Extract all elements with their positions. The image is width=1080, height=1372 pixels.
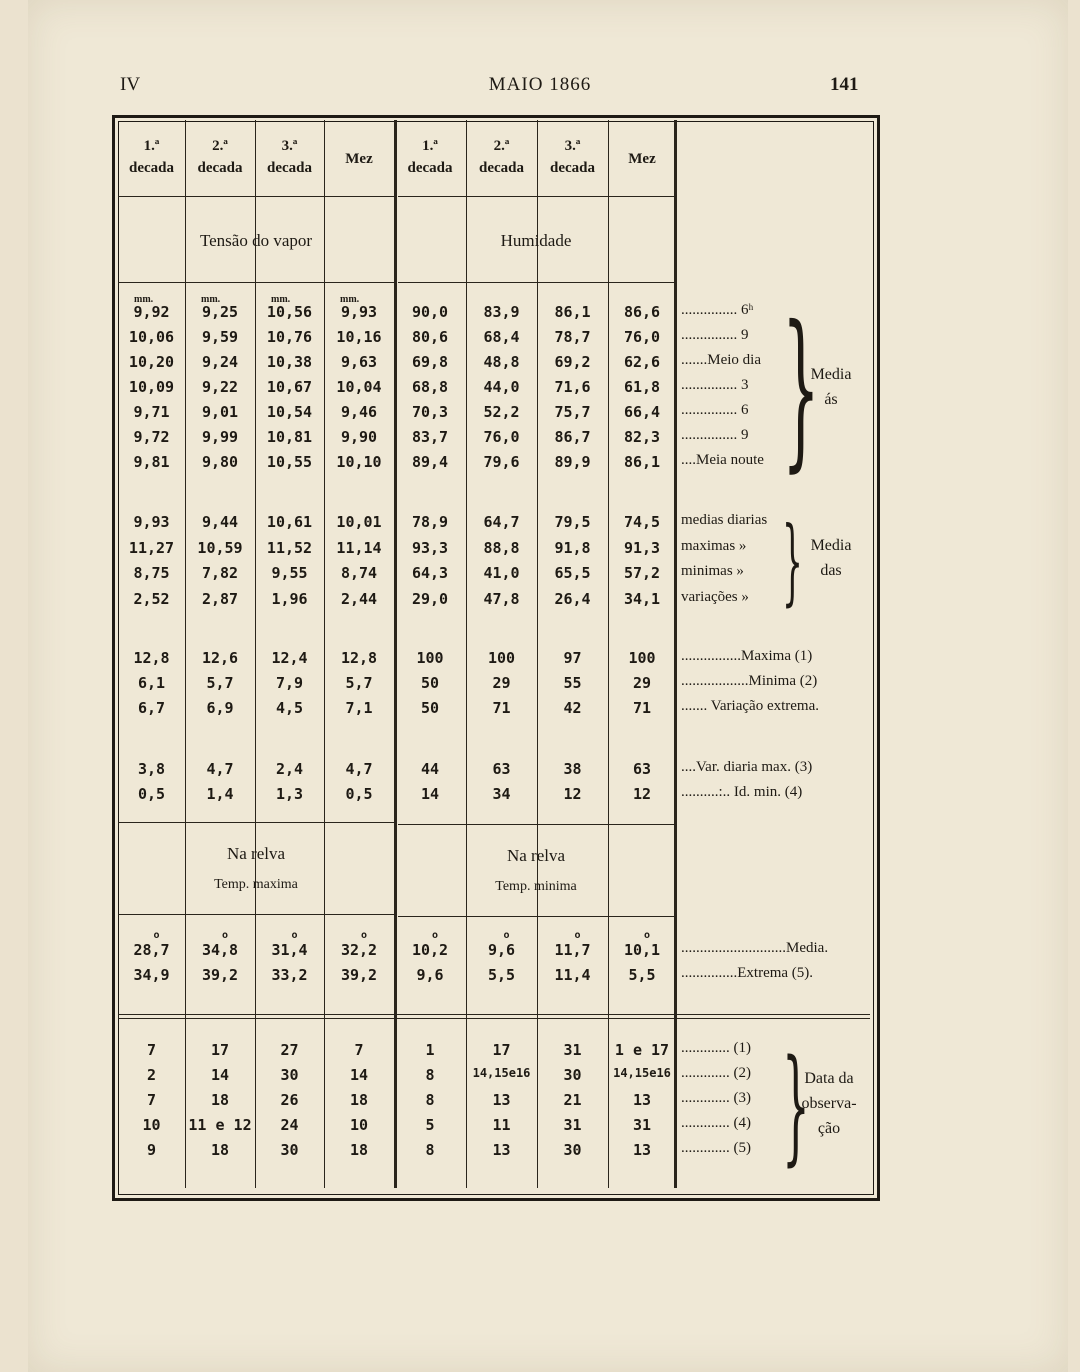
- table-cell: 79,6: [483, 453, 520, 471]
- table-cell: 17: [492, 1041, 511, 1059]
- column-header-line: 3.ª: [564, 138, 581, 154]
- table-cell: 29,0: [411, 589, 449, 608]
- table-cell: 8: [425, 1091, 435, 1109]
- table-cell: 1,96: [271, 589, 308, 608]
- degree-mark: o: [361, 930, 368, 941]
- row-divider-double: [118, 1014, 870, 1019]
- table-cell: 9,24: [201, 353, 239, 371]
- degree-mark: o: [222, 930, 229, 941]
- table-cell: 3,8: [137, 760, 166, 778]
- degree-mark: o: [503, 930, 510, 941]
- table-cell: 12: [563, 785, 582, 803]
- table-cell: 10,1: [623, 941, 661, 959]
- table-cell: 9,25: [201, 303, 239, 321]
- table-cell: 55: [563, 674, 582, 692]
- table-cell: 44,0: [483, 378, 520, 396]
- table-cell: 27: [280, 1041, 299, 1059]
- table-cell: 26: [280, 1091, 299, 1109]
- row-divider: [398, 824, 674, 825]
- side-label-line: ás: [824, 391, 838, 408]
- table-cell: 44: [420, 760, 440, 778]
- table-cell: 10,38: [266, 353, 313, 371]
- table-cell: 10,01: [336, 513, 382, 531]
- row-label: ............. (1): [681, 1040, 751, 1056]
- table-cell: 9: [146, 1141, 157, 1159]
- table-cell: 89,4: [411, 453, 449, 471]
- table-cell: 10,81: [266, 428, 313, 446]
- table-cell: 7: [146, 1041, 157, 1059]
- column-header-line: 2.ª: [493, 138, 510, 154]
- table-cell: 68,4: [483, 328, 520, 346]
- side-label-line: observa-: [801, 1095, 857, 1112]
- table-cell: 61,8: [623, 378, 661, 396]
- table-cell: 69,2: [554, 353, 591, 371]
- table-cell: 6,1: [137, 674, 166, 692]
- table-cell: 1,4: [206, 785, 234, 803]
- table-cell: 1,3: [275, 785, 304, 803]
- table-cell: 14: [420, 785, 440, 803]
- table-cell: 31: [563, 1041, 582, 1059]
- row-label: ............... 6ʰ: [681, 302, 754, 318]
- table-cell: 10,61: [266, 513, 313, 531]
- side-label-media-as: [800, 362, 862, 412]
- table-cell: 86,1: [554, 303, 591, 321]
- table-cell: 10,59: [197, 538, 243, 557]
- table-cell: 5,5: [628, 966, 656, 984]
- table-cell: 28,7: [133, 941, 170, 959]
- table-cell: 9,44: [201, 513, 239, 531]
- table-cell: 70,3: [411, 403, 449, 421]
- degree-mark: o: [153, 930, 160, 941]
- table-cell: 2: [146, 1066, 157, 1084]
- unit-label: mm.: [340, 294, 360, 305]
- degree-mark: o: [432, 930, 439, 941]
- table-cell: 14: [210, 1066, 230, 1084]
- section-subtitle-relva-left: Temp. maxima: [214, 877, 298, 892]
- table-cell: 11 e 12: [188, 1116, 252, 1134]
- section-title-vapor: Tensão do vapor: [199, 231, 313, 250]
- side-label-line: Data da: [804, 1070, 854, 1087]
- table-cell: 7: [146, 1091, 157, 1109]
- right-brace: }: [782, 290, 820, 488]
- table-cell: 29: [632, 674, 652, 692]
- table-cell: 79,5: [554, 513, 591, 531]
- table-cell: 91,8: [554, 538, 591, 557]
- row-label: ................Maxima (1): [681, 648, 813, 664]
- column-header-line: decada: [479, 160, 524, 176]
- table-cell: 9,99: [201, 428, 239, 446]
- unit-label: mm.: [134, 294, 154, 305]
- column-header-line: decada: [550, 160, 595, 176]
- column-header: [185, 135, 255, 179]
- table-cell: 13: [492, 1091, 511, 1109]
- table-cell: 76,0: [483, 428, 520, 446]
- row-label: ....Var. diaria max. (3): [681, 759, 813, 775]
- unit-label: mm.: [271, 294, 291, 305]
- table-cell: 0,5: [345, 785, 373, 803]
- side-label-line: ção: [817, 1120, 841, 1137]
- column-header-line: 2.ª: [212, 138, 228, 154]
- table-cell: 4,7: [345, 760, 373, 778]
- table-cell: 74,5: [623, 513, 661, 531]
- table-cell: 71: [492, 699, 511, 717]
- table-cell: 31: [632, 1116, 652, 1134]
- table-cell: 9,01: [201, 403, 239, 421]
- table-cell: 71,6: [554, 378, 591, 396]
- table-cell: 18: [349, 1091, 369, 1109]
- table-cell: 89,9: [554, 453, 591, 471]
- table-cell: 9,80: [201, 453, 239, 471]
- table-cell: 1: [425, 1041, 435, 1059]
- unit-label: mm.: [201, 294, 221, 305]
- table-cell: 7,82: [201, 564, 239, 582]
- column-header-line: 1.ª: [143, 138, 160, 154]
- table-cell: 52,2: [483, 403, 520, 421]
- table-cell: 30: [280, 1141, 299, 1159]
- table-cell: 29: [492, 674, 511, 692]
- row-label: ............................Media.: [681, 940, 829, 956]
- table-cell: 97: [563, 649, 582, 667]
- table-cell: 34,8: [201, 941, 239, 959]
- row-label: variações »: [681, 588, 749, 605]
- table-cell: 21: [563, 1091, 582, 1109]
- table-cell: 10,10: [336, 453, 382, 471]
- table-cell: 5,7: [206, 674, 234, 692]
- table-cell: 24: [280, 1116, 299, 1134]
- column-header-line: decada: [407, 160, 453, 176]
- table-cell: 12,4: [271, 649, 308, 667]
- table-cell: 100: [487, 649, 516, 667]
- section-title-relva-right: Na relva: [506, 846, 566, 865]
- table-cell: 2,44: [340, 589, 378, 608]
- row-label: .......Meio dia: [681, 352, 761, 368]
- table-cell: 11: [492, 1116, 511, 1134]
- table-cell: 10,20: [128, 353, 175, 371]
- table-cell: 5,7: [345, 674, 373, 692]
- row-divider: [398, 282, 674, 283]
- row-divider: [118, 196, 394, 197]
- table-cell: 65,5: [554, 564, 591, 582]
- column-header-line: decada: [267, 160, 312, 176]
- table-cell: 14,15e16: [613, 1066, 671, 1080]
- column-header-line: Mez: [628, 151, 656, 167]
- table-cell: 86,6: [623, 303, 661, 321]
- row-label: ............. (4): [681, 1115, 751, 1131]
- row-label: ....... Variação extrema.: [681, 698, 819, 714]
- table-cell: 93,3: [411, 538, 449, 557]
- column-header-line: decada: [197, 160, 243, 176]
- row-label: medias diarias: [681, 512, 768, 528]
- table-cell: 82,3: [623, 428, 661, 446]
- row-label: ............... 6: [681, 402, 749, 418]
- table-cell: 17: [210, 1041, 230, 1059]
- table-cell: 5: [425, 1116, 435, 1134]
- column-header-line: 1.ª: [422, 138, 438, 154]
- row-label: ............. (2): [681, 1065, 751, 1081]
- table-cell: 9,90: [340, 428, 378, 446]
- table-cell: 4,5: [275, 699, 304, 717]
- column-header: [255, 135, 324, 179]
- table-cell: 4,7: [206, 760, 234, 778]
- table-cell: 91,3: [623, 538, 661, 557]
- table-cell: 31,4: [271, 941, 308, 959]
- side-label-line: Media: [810, 366, 852, 383]
- table-cell: 12: [632, 785, 652, 803]
- table-cell: 18: [210, 1091, 230, 1109]
- page-number: 141: [830, 74, 859, 95]
- table-cell: 100: [416, 649, 444, 667]
- table-cell: 10,76: [266, 328, 313, 346]
- table-cell: 10,56: [266, 303, 313, 321]
- table-cell: 12,8: [133, 649, 170, 667]
- table-cell: 30: [563, 1066, 582, 1084]
- table-cell: 11,7: [554, 941, 591, 959]
- table-cell: 10: [142, 1116, 161, 1134]
- row-divider: [398, 916, 674, 917]
- table-cell: 62,6: [623, 353, 661, 371]
- degree-mark: o: [574, 930, 581, 941]
- table-cell: 47,8: [483, 589, 520, 608]
- table-cell: 64,7: [483, 513, 520, 531]
- table-cell: 10,16: [336, 328, 382, 346]
- row-label: ....Meia noute: [681, 452, 764, 468]
- table-cell: 9,72: [133, 428, 170, 446]
- row-label: ..................Minima (2): [681, 673, 818, 689]
- column-header: [537, 135, 608, 179]
- side-label-data-observacao: [796, 1066, 862, 1141]
- table-cell: 9,92: [133, 303, 170, 321]
- row-label: ............. (3): [681, 1090, 751, 1106]
- table-cell: 42: [563, 699, 582, 717]
- table-cell: 14,15e16: [472, 1066, 531, 1080]
- row-label: ...............Extrema (5).: [681, 965, 814, 981]
- table-cell: 13: [632, 1141, 652, 1159]
- degree-mark: o: [291, 930, 298, 941]
- table-cell: 18: [349, 1141, 369, 1159]
- table-cell: 39,2: [340, 966, 378, 984]
- table-cell: 10,09: [128, 378, 175, 396]
- column-header-line: decada: [129, 160, 174, 176]
- table-cell: 11,4: [554, 966, 591, 984]
- table-cell: 10: [349, 1116, 369, 1134]
- table-cell: 9,81: [133, 453, 170, 471]
- table-cell: 10,06: [128, 328, 175, 346]
- table-cell: 7,1: [345, 699, 373, 717]
- table-cell: 2,4: [275, 760, 304, 778]
- row-label: ............... 3: [681, 377, 749, 393]
- table-cell: 90,0: [411, 303, 449, 321]
- table-cell: 2,87: [201, 589, 239, 608]
- table-cell: 68,8: [411, 378, 449, 396]
- table-cell: 57,2: [623, 564, 661, 582]
- table-cell: 9,59: [201, 328, 239, 346]
- table-cell: 31: [563, 1116, 582, 1134]
- table-cell: 50: [420, 699, 440, 717]
- column-header: [324, 148, 394, 170]
- table-cell: 86,1: [623, 453, 661, 471]
- running-head-title: MAIO 1866: [488, 74, 592, 95]
- table-cell: 50: [420, 674, 440, 692]
- table-cell: 12,6: [201, 649, 239, 667]
- table-cell: 9,55: [271, 564, 308, 582]
- table-cell: 7: [354, 1041, 364, 1059]
- row-divider: [118, 914, 394, 915]
- table-cell: 8,75: [133, 564, 170, 582]
- table-cell: 7,9: [275, 674, 304, 692]
- table-cell: 10,55: [266, 453, 313, 471]
- side-label-media-das: [800, 533, 862, 583]
- row-divider: [118, 822, 394, 823]
- table-cell: 30: [563, 1141, 582, 1159]
- row-label: minimas »: [681, 563, 744, 579]
- table-cell: 75,7: [554, 403, 591, 421]
- table-cell: 10,2: [411, 941, 449, 959]
- table-cell: 9,63: [340, 353, 378, 371]
- column-header: [608, 148, 676, 170]
- table-cell: 64,3: [411, 564, 449, 582]
- table-cell: 0,5: [137, 785, 166, 803]
- table-cell: 12,8: [340, 649, 378, 667]
- table-cell: 48,8: [483, 353, 520, 371]
- table-cell: 10,67: [266, 378, 313, 396]
- table-cell: 8,74: [340, 564, 378, 582]
- table-cell: 9,93: [340, 303, 378, 321]
- table-cell: 32,2: [340, 941, 378, 959]
- column-header: [394, 135, 466, 179]
- table-cell: 76,0: [623, 328, 661, 346]
- table-cell: 13: [632, 1091, 652, 1109]
- table-cell: 9,22: [201, 378, 239, 396]
- table-cell: 39,2: [201, 966, 239, 984]
- row-label: ............... 9: [681, 327, 749, 343]
- table-cell: 100: [628, 649, 656, 667]
- table-cell: 10,04: [336, 378, 382, 396]
- table-cell: 9,71: [133, 403, 170, 421]
- table-cell: 78,9: [411, 513, 449, 531]
- table-cell: 83,9: [483, 303, 520, 321]
- side-label-line: das: [820, 562, 842, 579]
- table-cell: 34: [492, 785, 511, 803]
- table-cell: 1 e 17: [614, 1041, 670, 1059]
- table-cell: 11,14: [336, 538, 382, 557]
- row-label: ............. (5): [681, 1140, 751, 1156]
- row-divider: [398, 196, 674, 197]
- table-cell: 11,27: [128, 538, 175, 557]
- section-subtitle-relva-right: Temp. minima: [495, 879, 577, 894]
- table-cell: 18: [210, 1141, 230, 1159]
- column-header: [118, 135, 185, 179]
- table-cell: 9,46: [340, 403, 378, 421]
- table-cell: 10,54: [266, 403, 313, 421]
- row-label: maximas »: [681, 537, 747, 554]
- section-title-relva-left: Na relva: [226, 844, 286, 863]
- table-cell: 8: [425, 1066, 435, 1084]
- table-cell: 80,6: [411, 328, 449, 346]
- table-cell: 63: [492, 760, 511, 778]
- side-label-line: Media: [810, 537, 852, 554]
- table-cell: 6,7: [137, 699, 166, 717]
- table-cell: 83,7: [411, 428, 449, 446]
- table-cell: 8: [425, 1141, 435, 1159]
- table-cell: 71: [632, 699, 652, 717]
- table-cell: 63: [632, 760, 652, 778]
- table-cell: 30: [280, 1066, 299, 1084]
- table-cell: 13: [492, 1141, 511, 1159]
- table-cell: 9,6: [416, 966, 444, 984]
- right-brace: }: [782, 507, 803, 616]
- row-label: ..........:.. Id. min. (4): [681, 784, 803, 800]
- table-cell: 6,9: [206, 699, 234, 717]
- right-brace: }: [782, 1033, 810, 1178]
- degree-mark: o: [644, 930, 651, 941]
- table-cell: 11,52: [266, 538, 313, 557]
- table-cell: 34,9: [133, 966, 170, 984]
- table-cell: 66,4: [623, 403, 661, 421]
- table-cell: 34,1: [623, 589, 661, 608]
- column-header-line: Mez: [345, 151, 373, 167]
- row-divider: [118, 282, 394, 283]
- table-cell: 2,52: [133, 589, 170, 608]
- table-cell: 9,93: [133, 513, 170, 531]
- column-header: [466, 135, 537, 179]
- table-cell: 78,7: [554, 328, 591, 346]
- section-title-humidade: Humidade: [500, 231, 572, 250]
- table-cell: 14: [349, 1066, 369, 1084]
- column-header-line: 3.ª: [281, 138, 298, 154]
- row-label: ............... 9: [681, 427, 749, 443]
- table-cell: 38: [563, 760, 582, 778]
- table-cell: 88,8: [483, 538, 520, 557]
- table-cell: 5,5: [487, 966, 516, 984]
- table-cell: 69,8: [411, 353, 449, 371]
- table-cell: 33,2: [271, 966, 308, 984]
- table-cell: 9,6: [487, 941, 516, 959]
- table-cell: 41,0: [483, 564, 520, 582]
- running-head-left: IV: [120, 74, 141, 95]
- table-cell: 86,7: [554, 428, 591, 446]
- table-cell: 26,4: [554, 589, 591, 608]
